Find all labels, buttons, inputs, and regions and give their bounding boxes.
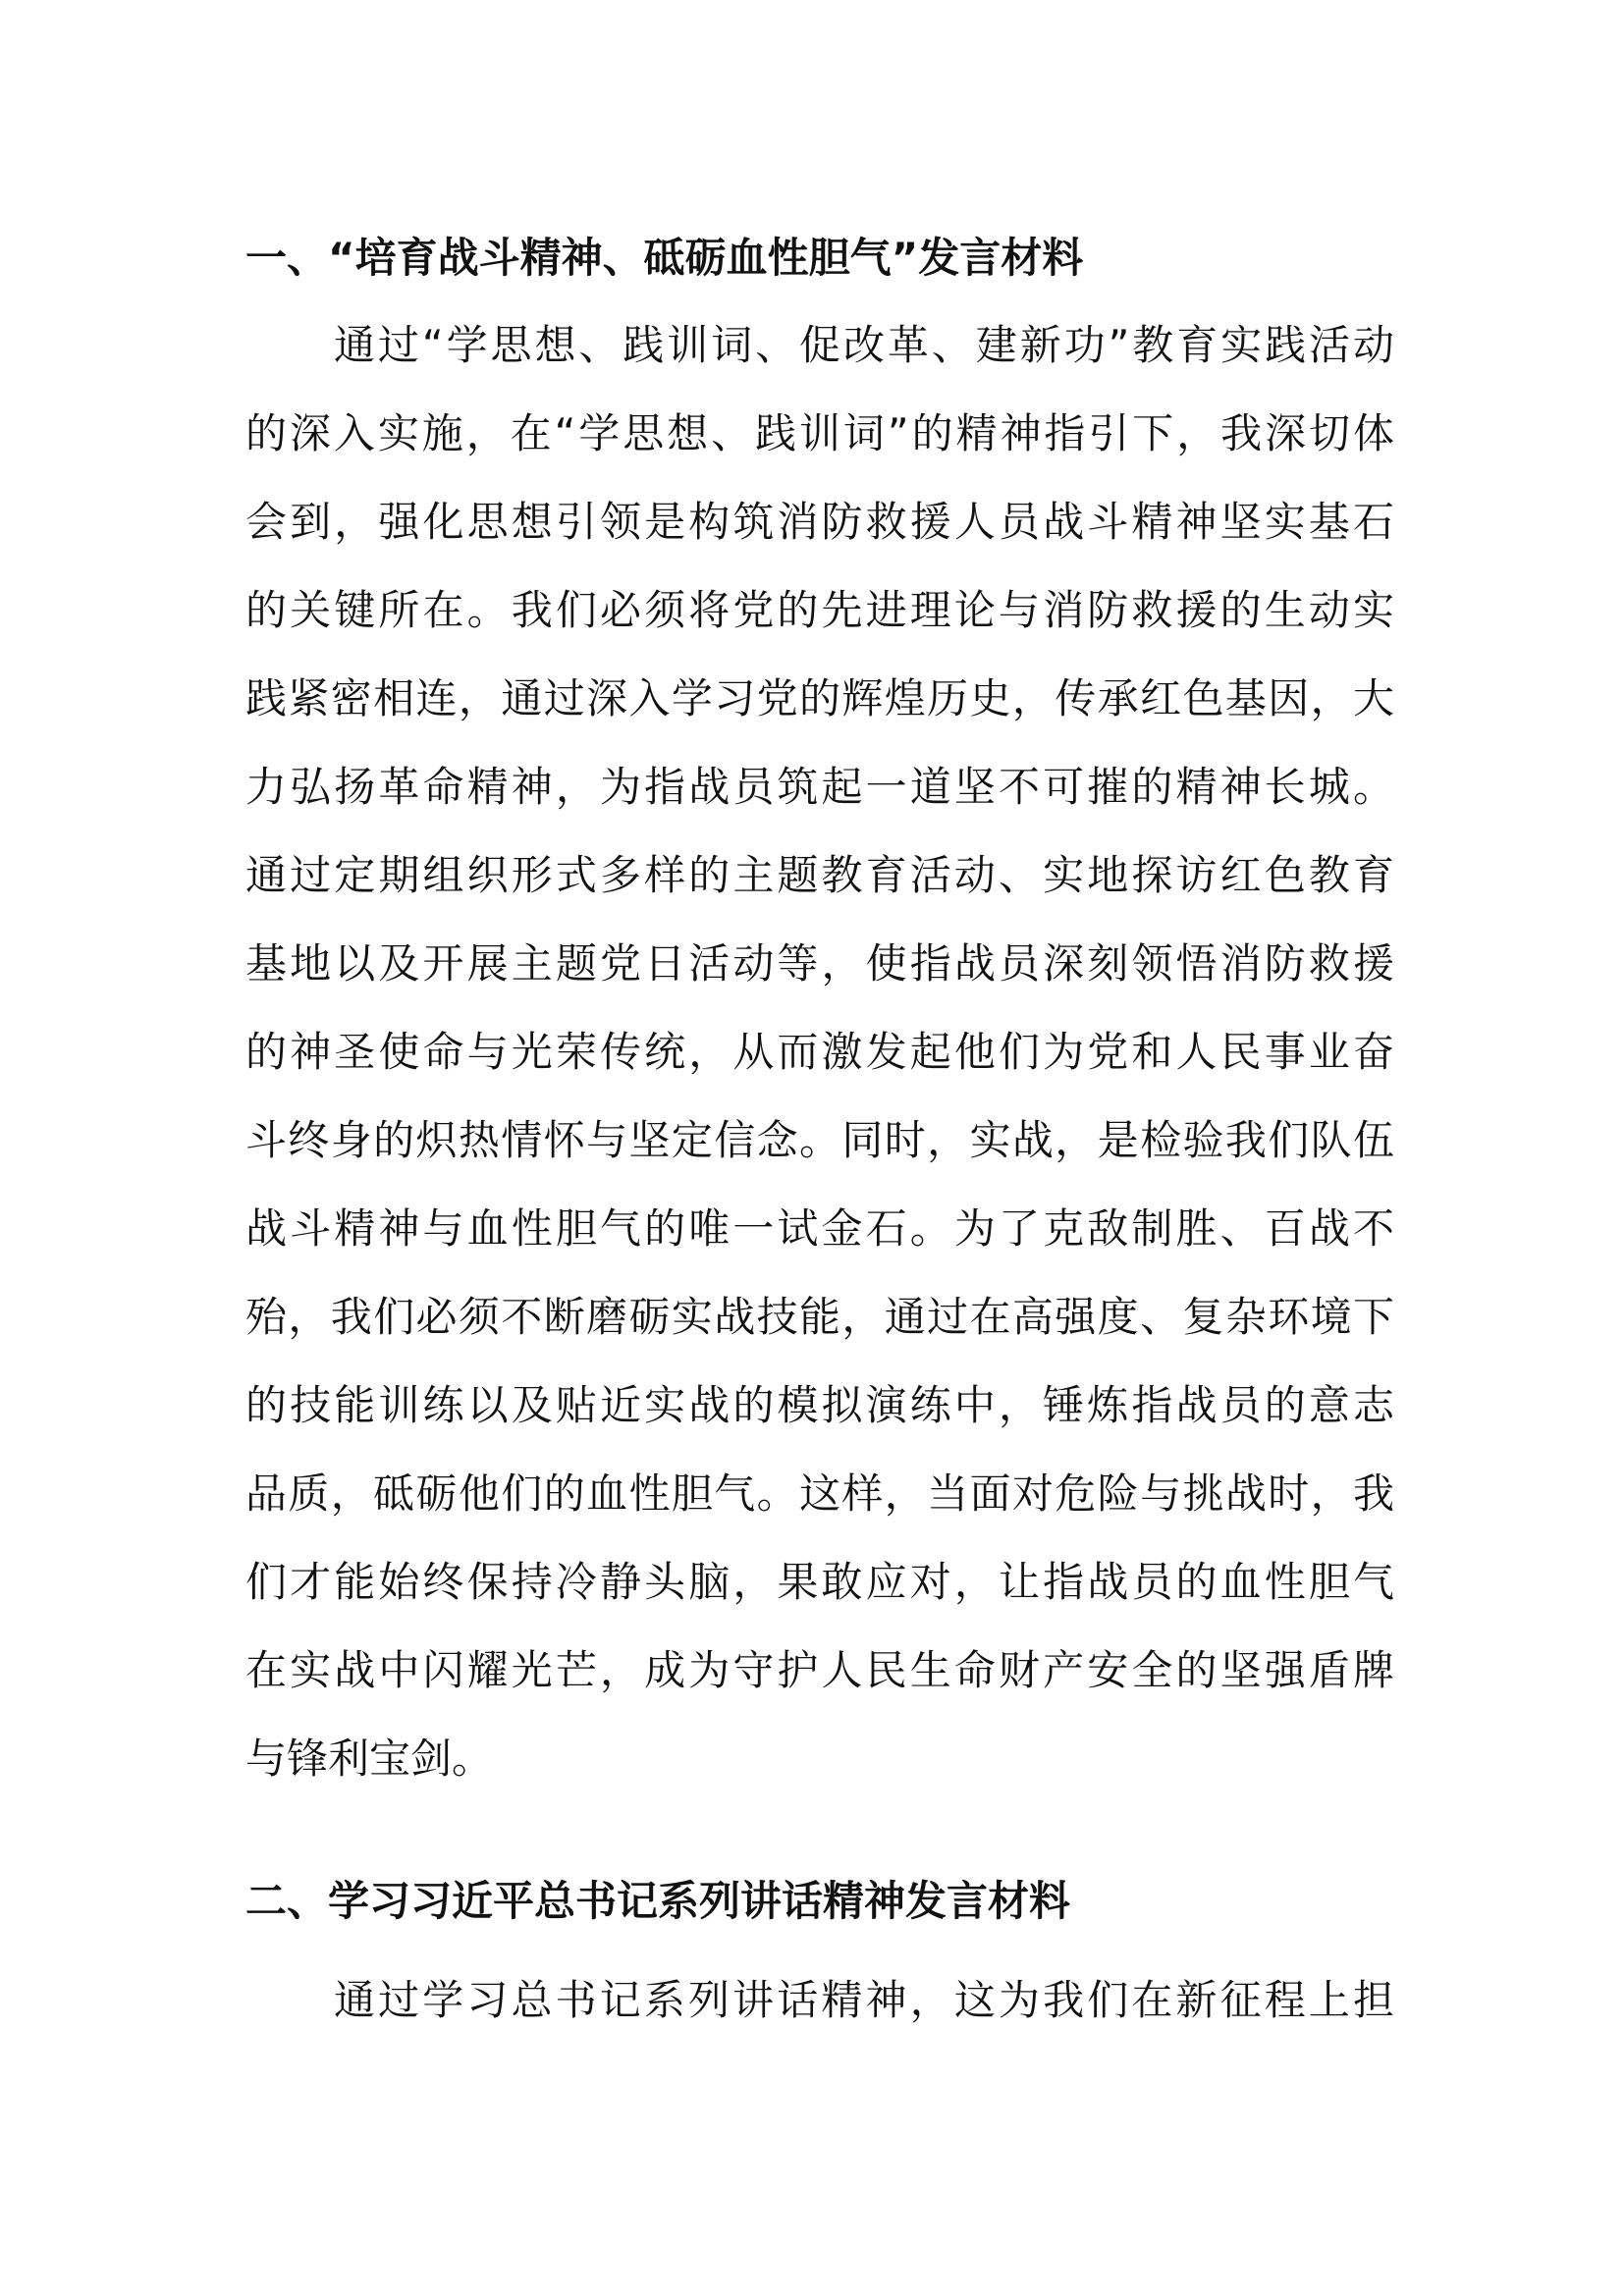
paragraph-line: 们才能始终保持冷静头脑，果敢应对，让指战员的血性胆气 [245, 1558, 1394, 1606]
paragraph-line: 的技能训练以及贴近实战的模拟演练中，锤炼指战员的意志 [245, 1381, 1394, 1429]
paragraph-line: 通过“学思想、践训词、促改革、建新功”教育实践活动 [334, 321, 1394, 369]
paragraph-line: 通过学习总书记系列讲话精神，这为我们在新征程上担 [334, 1976, 1394, 2024]
paragraph-line: 基地以及开展主题党日活动等，使指战员深刻领悟消防救援 [245, 939, 1394, 988]
paragraph-line: 斗终身的炽热情怀与坚定信念。同时，实战，是检验我们队伍 [245, 1116, 1394, 1164]
paragraph-line: 与锋利宝剑。 [245, 1735, 494, 1783]
section-2-paragraph [245, 1956, 1394, 2045]
paragraph-line: 战斗精神与血性胆气的唯一试金石。为了克敌制胜、百战不 [245, 1204, 1394, 1253]
paragraph-line: 践紧密相连，通过深入学习党的辉煌历史，传承红色基因，大 [245, 674, 1394, 722]
paragraph-line: 会到，强化思想引领是构筑消防救援人员战斗精神坚实基石 [245, 498, 1394, 546]
paragraph-line: 的深入实施，在“学思想、践训词”的精神指引下，我深切体 [245, 409, 1394, 457]
section-2-heading: 二、学习习近平总书记系列讲话精神发言材料 [245, 1877, 1071, 1925]
section-1-paragraph [245, 301, 1394, 1803]
paragraph-line: 品质，砥砺他们的血性胆气。这样，当面对危险与挑战时，我 [245, 1469, 1394, 1518]
paragraph-line: 通过定期组织形式多样的主题教育活动、实地探访红色教育 [245, 851, 1394, 899]
paragraph-line: 力弘扬革命精神，为指战员筑起一道坚不可摧的精神长城。 [245, 763, 1394, 811]
paragraph-line: 殆，我们必须不断磨砺实战技能，通过在高强度、复杂环境下 [245, 1293, 1394, 1341]
paragraph-line: 的关键所在。我们必须将党的先进理论与消防救援的生动实 [245, 586, 1394, 634]
paragraph-line: 的神圣使命与光荣传统，从而激发起他们为党和人民事业奋 [245, 1028, 1394, 1076]
section-1-heading: 一、“培育战斗精神、砥砺血性胆气”发言材料 [245, 234, 1084, 282]
paragraph-line: 在实战中闪耀光芒，成为守护人民生命财产安全的坚强盾牌 [245, 1646, 1394, 1694]
